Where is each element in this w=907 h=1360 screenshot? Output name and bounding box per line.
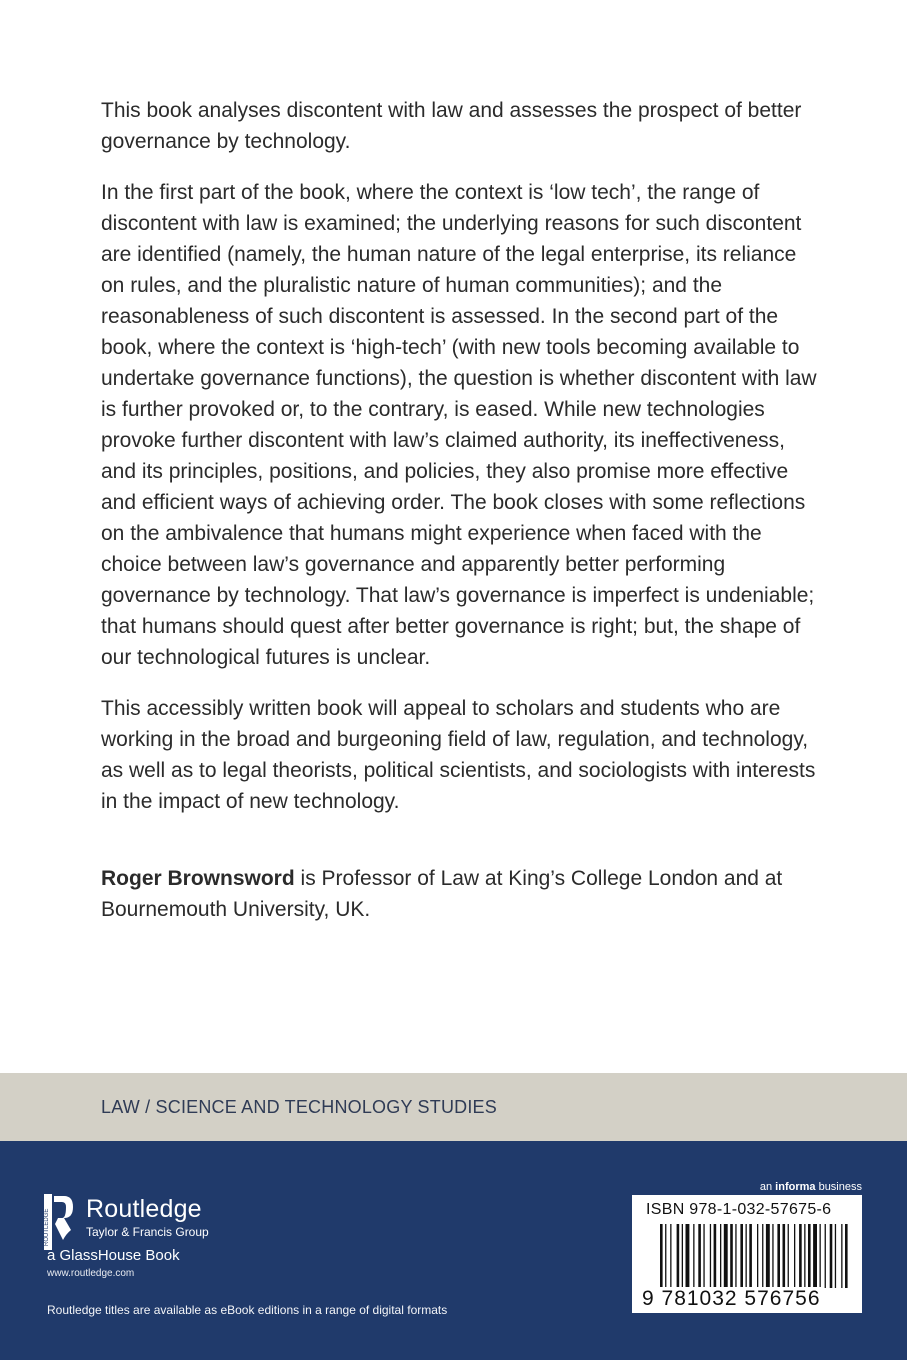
barcode-bar (762, 1224, 763, 1288)
informa-tagline (760, 1181, 862, 1193)
publisher-footer (0, 1141, 907, 1360)
blurb-paragraph-1: This book analyses discontent with law and assesses the prospect of better governance by technology. (101, 99, 802, 153)
isbn-barcode (632, 1195, 862, 1313)
barcode-bar (799, 1224, 802, 1288)
barcode-bar (660, 1224, 663, 1288)
barcode-bar (835, 1224, 836, 1288)
barcode-bar (813, 1224, 817, 1288)
informa-brand: informa (775, 1181, 816, 1193)
barcode-bar (804, 1224, 805, 1288)
blurb-paragraph-3: This accessibly written book will appeal to scholars and students who are working in the broad and burgeoning field of law, regulation, and technology, as well as to legal theorists, political scientists, and sociologists with interests in the impact of new technology. (101, 697, 816, 813)
barcode-bar (766, 1224, 770, 1288)
barcode-bar (710, 1224, 711, 1288)
barcode-bar (830, 1224, 833, 1288)
barcode-bar (820, 1224, 821, 1288)
informa-suffix: business (815, 1181, 862, 1193)
barcode-bar (757, 1224, 758, 1288)
barcode-bar (714, 1224, 717, 1288)
barcode-bar (740, 1224, 743, 1288)
subject-category: LAW / SCIENCE AND TECHNOLOGY STUDIES (101, 1097, 497, 1117)
logo-vertical-text: ROUTLEDGE (44, 1208, 50, 1246)
barcode-bar (735, 1224, 736, 1288)
barcode-bar (746, 1224, 747, 1288)
imprint-name: a GlassHouse Book (47, 1247, 180, 1264)
barcode-bar (783, 1224, 786, 1288)
publisher-website: www.routledge.com (47, 1268, 135, 1279)
barcode-bar (749, 1224, 752, 1288)
isbn-label: ISBN 978-1-032-57675-6 (646, 1201, 832, 1218)
barcode-bar (777, 1224, 780, 1288)
author-name: Roger Brownsword (101, 867, 295, 890)
barcode-bar (698, 1224, 701, 1288)
author-bio (101, 863, 821, 925)
barcode-bar (686, 1224, 690, 1288)
barcode-bar (825, 1224, 826, 1288)
blurb-paragraph-2: In the first part of the book, where the context is ‘low tech’, the range of discontent with law is examined; the underlying reasons for such discontent are identified (namely, the human nature of the legal enterprise, its reliance on rules, and the pluralistic nature of human communities); and the reasonableness of such discontent is assessed. In the second part of the book, where the context is ‘high-tech’ (with new tools becoming available to undertake governance functions), the question is whether discontent with law is further provoked or, to the contrary, is eased. While new technologies provoke further discontent with law’s claimed authority, its ineffectiveness, and its principles, positions, and policies, they also promise more effective and efficient ways of achieving order. The book closes with some reflections on the ambivalence that humans might experience when faced with the choice between law’s governance and apparently better performing governance by technology. That law’s governance is imperfect is undeniable; that humans should quest after better governance is right; but, the shape of our technological futures is unclear. (101, 181, 817, 669)
category-band (0, 1073, 907, 1141)
publisher-logo-text (86, 1195, 209, 1239)
publisher-name: Routledge (86, 1195, 202, 1223)
barcode-bar (703, 1224, 704, 1288)
barcode-bar (682, 1224, 683, 1288)
barcode-bar (788, 1224, 789, 1288)
publisher-group: Taylor & Francis Group (86, 1225, 209, 1239)
isbn-digits: 9 781032 576756 (642, 1287, 821, 1310)
routledge-logo-icon (44, 1194, 74, 1250)
barcode-bar (730, 1224, 733, 1288)
ebook-note: Routledge titles are available as eBook editions in a range of digital formats (47, 1303, 448, 1317)
barcode-bars (632, 1222, 862, 1294)
barcode-bar (724, 1224, 728, 1288)
barcode-bar (677, 1224, 680, 1288)
barcode-bar (772, 1224, 773, 1288)
informa-prefix: an (759, 1181, 776, 1193)
barcode-bar (794, 1224, 795, 1288)
barcode-bar (670, 1224, 671, 1288)
book-blurb (101, 95, 821, 837)
barcode-bar (841, 1224, 842, 1288)
barcode-bar (808, 1224, 811, 1288)
author-bio-text: is Professor of Law at King’s College London and at Bournemouth University, UK. (101, 867, 783, 921)
barcode-bar (720, 1224, 721, 1288)
barcode-bar (693, 1224, 694, 1288)
barcode-bar (845, 1224, 848, 1288)
barcode-bar (665, 1224, 666, 1288)
